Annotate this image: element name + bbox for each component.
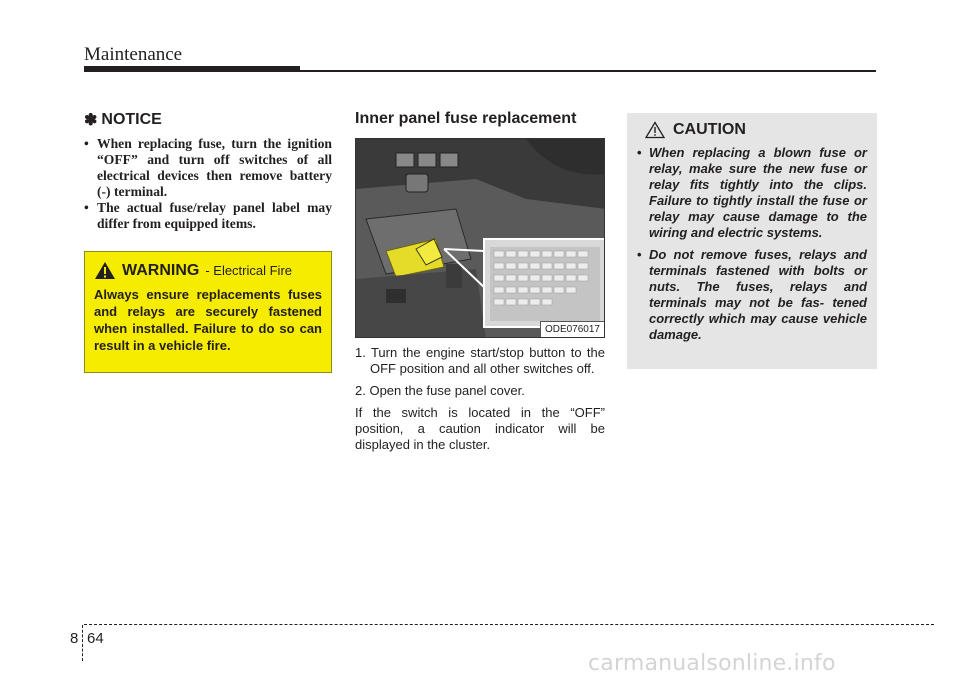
- watermark-text: carmanualsonline.info: [588, 651, 836, 676]
- warning-box: [84, 251, 332, 373]
- footer-rule: [84, 624, 934, 625]
- notice-item: • When replacing fuse, turn the ignition “OFF” and turn off switches of all electrical devices then remove battery (-) terminal.: [84, 136, 332, 199]
- warning-heading: [94, 261, 322, 280]
- caution-box: [627, 113, 877, 369]
- warning-body: Always ensure replacements fuses and relays are securely fastened when installed. Failure to do so can result in a vehicle fire.: [94, 287, 322, 353]
- step-item: 2. Open the fuse panel cover.: [355, 383, 525, 398]
- step-item: 1. Turn the engine start/stop button to the OFF position and all other switches off.: [355, 345, 605, 376]
- instruction-steps: [355, 345, 605, 453]
- step-note: If the switch is located in the “OFF” position, a caution indicator will be displayed in the cluster.: [355, 405, 605, 452]
- notice-list: [84, 136, 332, 232]
- caution-triangle-icon: [645, 121, 665, 139]
- notice-heading: [84, 110, 332, 130]
- warning-triangle-icon: [94, 261, 116, 280]
- caution-item: • Do not remove fuses, relays and terminals fastened with bolts or nuts. The fuses, relays and terminals may not be fas- tened correctly which may cause vehicle damage.: [637, 247, 867, 342]
- notice-item: • The actual fuse/relay panel label may differ from equipped items.: [84, 200, 332, 231]
- cross-star-icon: ✽: [84, 112, 98, 129]
- caution-heading: [637, 121, 867, 139]
- page-number: 64: [87, 630, 104, 647]
- figure-code: ODE076017: [540, 321, 604, 337]
- chapter-number: 8: [70, 630, 79, 647]
- warning-subtitle: - Electrical Fire: [205, 263, 293, 278]
- header-bar: [84, 66, 300, 72]
- fuse-panel-figure: [355, 138, 605, 338]
- caution-title: CAUTION: [673, 121, 746, 138]
- caution-list: [637, 145, 867, 343]
- footer-divider: [82, 625, 83, 661]
- notice-title: NOTICE: [101, 111, 162, 128]
- header-rule: [300, 70, 876, 72]
- page-header-title: Maintenance: [84, 44, 183, 65]
- warning-title: WARNING: [122, 261, 200, 279]
- section-heading: Inner panel fuse replacement: [355, 110, 577, 127]
- fuse-panel-illustration: [356, 139, 605, 338]
- notice-block: [84, 110, 332, 232]
- caution-item: • When replacing a blown fuse or relay, make sure the new fuse or relay fits tightly into the clips. Failure to tightly install the fuse or relay may cause damage to the wiring and electric systems.: [637, 145, 867, 240]
